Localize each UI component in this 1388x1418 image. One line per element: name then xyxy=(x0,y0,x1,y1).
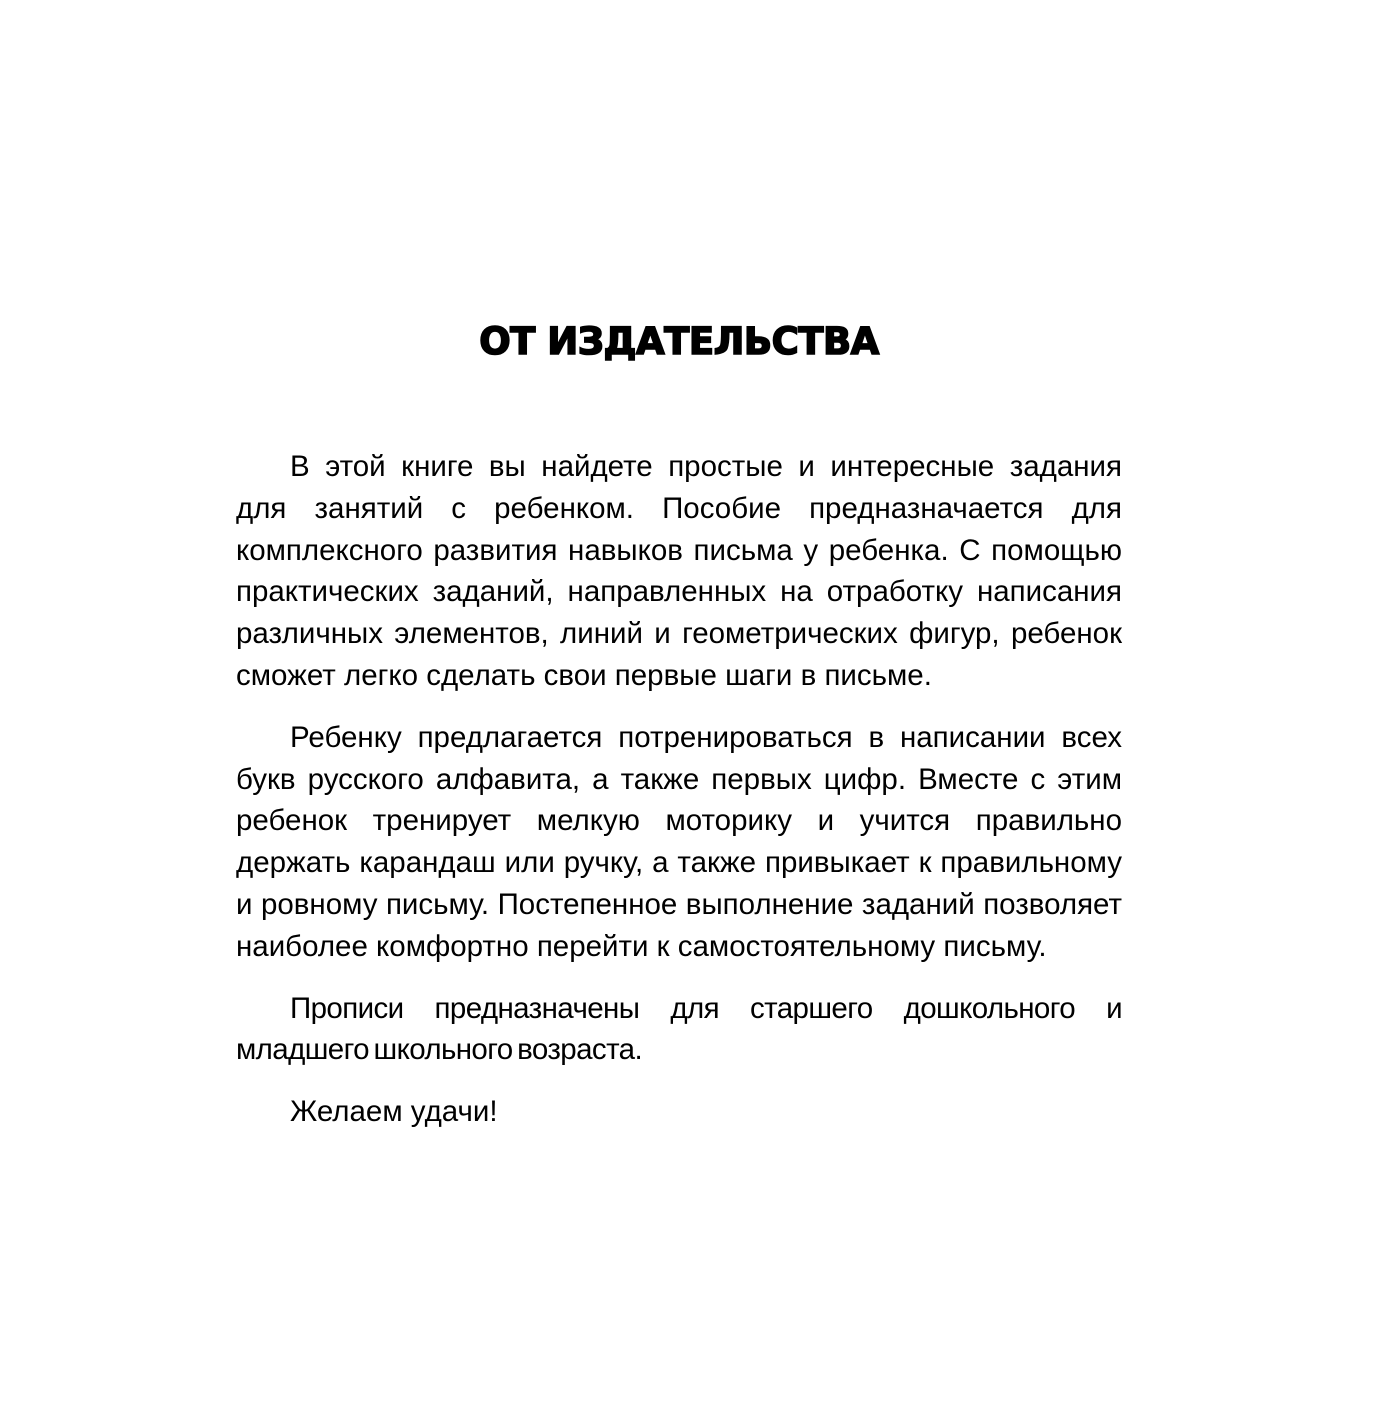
paragraph-practice: Ребенку предлагается потренироваться в написании всех букв русского алфавита, а также первых цифр. Вместе с этим ребенок тренирует мелкую моторику и учится правильно держать карандаш или ручку, а также привыкает к правильному и ровному письму. Постепенное выполнение заданий позволяет наиболее комфортно перейти к самостоятельному письму. xyxy=(236,720,1122,963)
body-text xyxy=(236,446,1122,1153)
page-title: ОТ ИЗДАТЕЛЬСТВА xyxy=(479,320,879,363)
paragraph-closing: Желаем удачи! xyxy=(290,1095,498,1129)
paragraph-audience: Прописи предназначены для старшего дошкольного и младшего школьного возраста. xyxy=(236,991,1122,1067)
paragraph-intro: В этой книге вы найдете простые и интересные задания для занятий с ребенком. Пособие предназначается для комплексного развития навыков письма у ребенка. С помощью практических заданий, направленных на отработку написания различных элементов, линий и геометрических фигур, ребенок сможет легко сделать свои первые шаги в письме. xyxy=(236,450,1122,692)
